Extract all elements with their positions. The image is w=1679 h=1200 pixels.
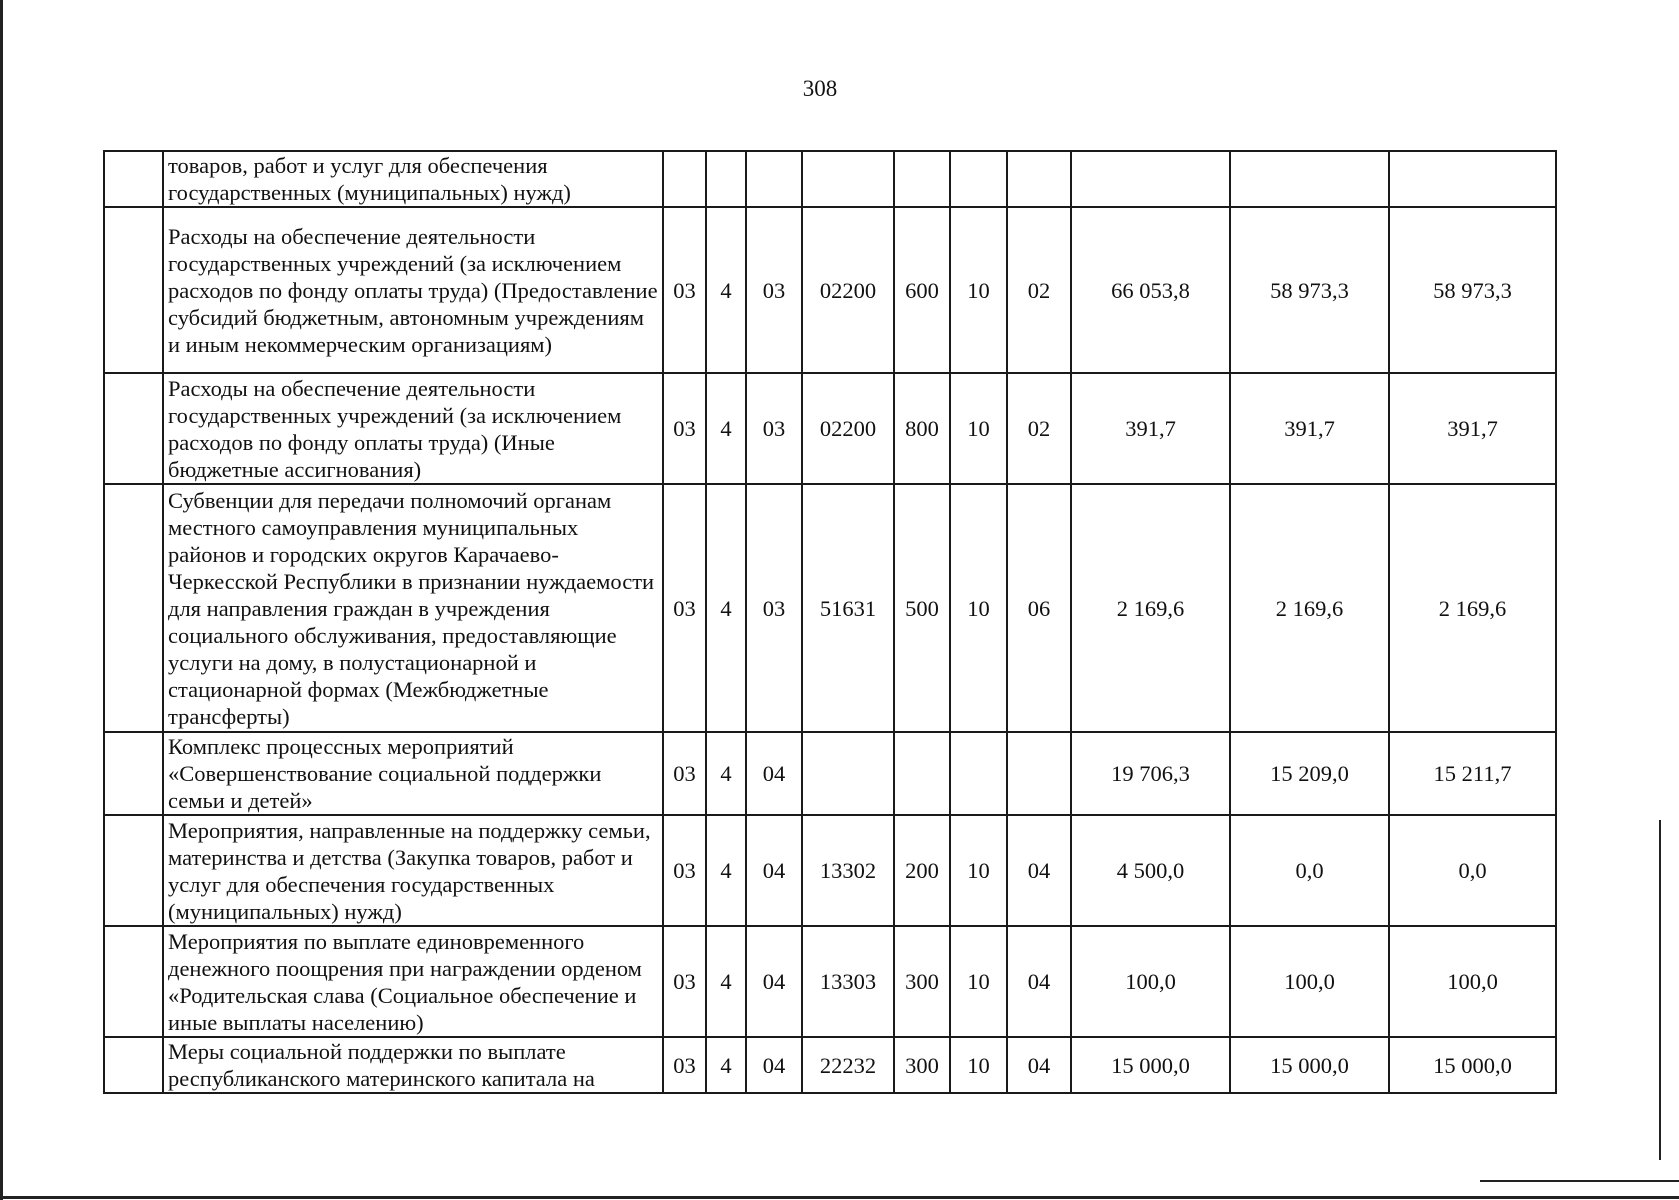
description-cell: Комплекс процессных мероприятий «Совершенствование социальной поддержки семьи и детей» <box>163 732 663 815</box>
row-number-cell <box>104 207 163 373</box>
row-number-cell <box>104 151 163 207</box>
code-cell: 03 <box>663 815 706 926</box>
code-cell: 300 <box>894 926 950 1037</box>
description-cell: Субвенции для передачи полномочий органам местного самоуправления муниципальных районов и городских округов Карачаево-Черкесской Республики в признании нуждаемости для направления граждан в учреждения социального обслуживания, предоставляющие услуги на дому, в полустационарной и стационарной формах (Межбюджетные трансферты) <box>163 484 663 732</box>
code-cell: 04 <box>746 815 802 926</box>
code-cell: 13302 <box>802 815 894 926</box>
description-cell: Мероприятия, направленные на поддержку семьи, материнства и детства (Закупка товаров, работ и услуг для обеспечения государственных (муниципальных) нужд) <box>163 815 663 926</box>
amount-cell <box>1071 151 1230 207</box>
code-cell: 4 <box>706 484 746 732</box>
code-cell <box>1007 732 1071 815</box>
code-cell: 04 <box>746 1037 802 1093</box>
code-cell: 04 <box>1007 815 1071 926</box>
code-cell: 4 <box>706 373 746 484</box>
code-cell: 02200 <box>802 207 894 373</box>
scan-border-right <box>1659 820 1661 1160</box>
code-cell <box>950 732 1007 815</box>
amount-cell: 0,0 <box>1389 815 1556 926</box>
amount-cell: 2 169,6 <box>1071 484 1230 732</box>
row-number-cell <box>104 1037 163 1093</box>
description-cell: Расходы на обеспечение деятельности государственных учреждений (за исключением расходов по фонду оплаты труда) (Иные бюджетные ассигнования) <box>163 373 663 484</box>
code-cell: 04 <box>746 926 802 1037</box>
row-number-cell <box>104 815 163 926</box>
code-cell: 10 <box>950 926 1007 1037</box>
code-cell: 10 <box>950 484 1007 732</box>
code-cell: 4 <box>706 815 746 926</box>
table-body <box>104 151 1556 1093</box>
code-cell: 4 <box>706 926 746 1037</box>
description-cell: Меры социальной поддержки по выплате республиканского материнского капитала на <box>163 1037 663 1093</box>
code-cell <box>663 151 706 207</box>
code-cell: 10 <box>950 815 1007 926</box>
amount-cell: 58 973,3 <box>1230 207 1389 373</box>
code-cell: 02 <box>1007 207 1071 373</box>
table-row <box>104 732 1556 815</box>
table-row <box>104 151 1556 207</box>
code-cell: 200 <box>894 815 950 926</box>
code-cell: 04 <box>746 732 802 815</box>
code-cell: 03 <box>746 207 802 373</box>
code-cell: 03 <box>663 926 706 1037</box>
code-cell: 03 <box>663 1037 706 1093</box>
code-cell: 02 <box>1007 373 1071 484</box>
code-cell: 4 <box>706 207 746 373</box>
amount-cell: 100,0 <box>1389 926 1556 1037</box>
code-cell: 600 <box>894 207 950 373</box>
description-cell: товаров, работ и услуг для обеспечения государственных (муниципальных) нужд) <box>163 151 663 207</box>
amount-cell: 2 169,6 <box>1230 484 1389 732</box>
amount-cell: 4 500,0 <box>1071 815 1230 926</box>
row-number-cell <box>104 926 163 1037</box>
amount-cell: 15 209,0 <box>1230 732 1389 815</box>
amount-cell: 391,7 <box>1389 373 1556 484</box>
table-row <box>104 373 1556 484</box>
code-cell <box>894 732 950 815</box>
table-row <box>104 815 1556 926</box>
row-number-cell <box>104 373 163 484</box>
amount-cell: 391,7 <box>1071 373 1230 484</box>
scan-border-bottom-inner <box>1480 1180 1679 1182</box>
description-cell: Расходы на обеспечение деятельности государственных учреждений (за исключением расходов по фонду оплаты труда) (Предоставление субсидий бюджетным, автономным учреждениям и иным некоммерческим организациям) <box>163 207 663 373</box>
page-number: 308 <box>802 76 838 101</box>
amount-cell: 58 973,3 <box>1389 207 1556 373</box>
row-number-cell <box>104 484 163 732</box>
code-cell <box>1007 151 1071 207</box>
code-cell: 04 <box>1007 1037 1071 1093</box>
amount-cell: 391,7 <box>1230 373 1389 484</box>
code-cell: 03 <box>746 373 802 484</box>
code-cell <box>706 151 746 207</box>
table-row <box>104 484 1556 732</box>
amount-cell: 0,0 <box>1230 815 1389 926</box>
amount-cell: 15 211,7 <box>1389 732 1556 815</box>
code-cell: 03 <box>663 484 706 732</box>
amount-cell: 100,0 <box>1071 926 1230 1037</box>
description-cell: Мероприятия по выплате единовременного денежного поощрения при награждении орденом «Родительская слава (Социальное обеспечение и иные выплаты населению) <box>163 926 663 1037</box>
code-cell: 22232 <box>802 1037 894 1093</box>
code-cell: 02200 <box>802 373 894 484</box>
code-cell <box>802 732 894 815</box>
code-cell: 13303 <box>802 926 894 1037</box>
code-cell: 03 <box>663 732 706 815</box>
code-cell: 500 <box>894 484 950 732</box>
amount-cell: 100,0 <box>1230 926 1389 1037</box>
code-cell: 06 <box>1007 484 1071 732</box>
code-cell: 04 <box>1007 926 1071 1037</box>
code-cell <box>950 151 1007 207</box>
amount-cell: 15 000,0 <box>1389 1037 1556 1093</box>
code-cell: 800 <box>894 373 950 484</box>
scan-border-left <box>0 0 3 1200</box>
code-cell <box>802 151 894 207</box>
scan-border-bottom <box>0 1196 1679 1199</box>
amount-cell: 19 706,3 <box>1071 732 1230 815</box>
code-cell <box>894 151 950 207</box>
code-cell: 4 <box>706 1037 746 1093</box>
code-cell: 10 <box>950 373 1007 484</box>
code-cell: 10 <box>950 207 1007 373</box>
code-cell: 300 <box>894 1037 950 1093</box>
table-row <box>104 1037 1556 1093</box>
row-number-cell <box>104 732 163 815</box>
amount-cell: 15 000,0 <box>1071 1037 1230 1093</box>
code-cell: 10 <box>950 1037 1007 1093</box>
code-cell: 4 <box>706 732 746 815</box>
code-cell: 03 <box>663 373 706 484</box>
amount-cell: 15 000,0 <box>1230 1037 1389 1093</box>
code-cell: 51631 <box>802 484 894 732</box>
table-row <box>104 926 1556 1037</box>
code-cell <box>746 151 802 207</box>
code-cell: 03 <box>663 207 706 373</box>
code-cell: 03 <box>746 484 802 732</box>
budget-table <box>103 150 1557 1094</box>
amount-cell <box>1389 151 1556 207</box>
amount-cell: 66 053,8 <box>1071 207 1230 373</box>
amount-cell <box>1230 151 1389 207</box>
table-row <box>104 207 1556 373</box>
amount-cell: 2 169,6 <box>1389 484 1556 732</box>
